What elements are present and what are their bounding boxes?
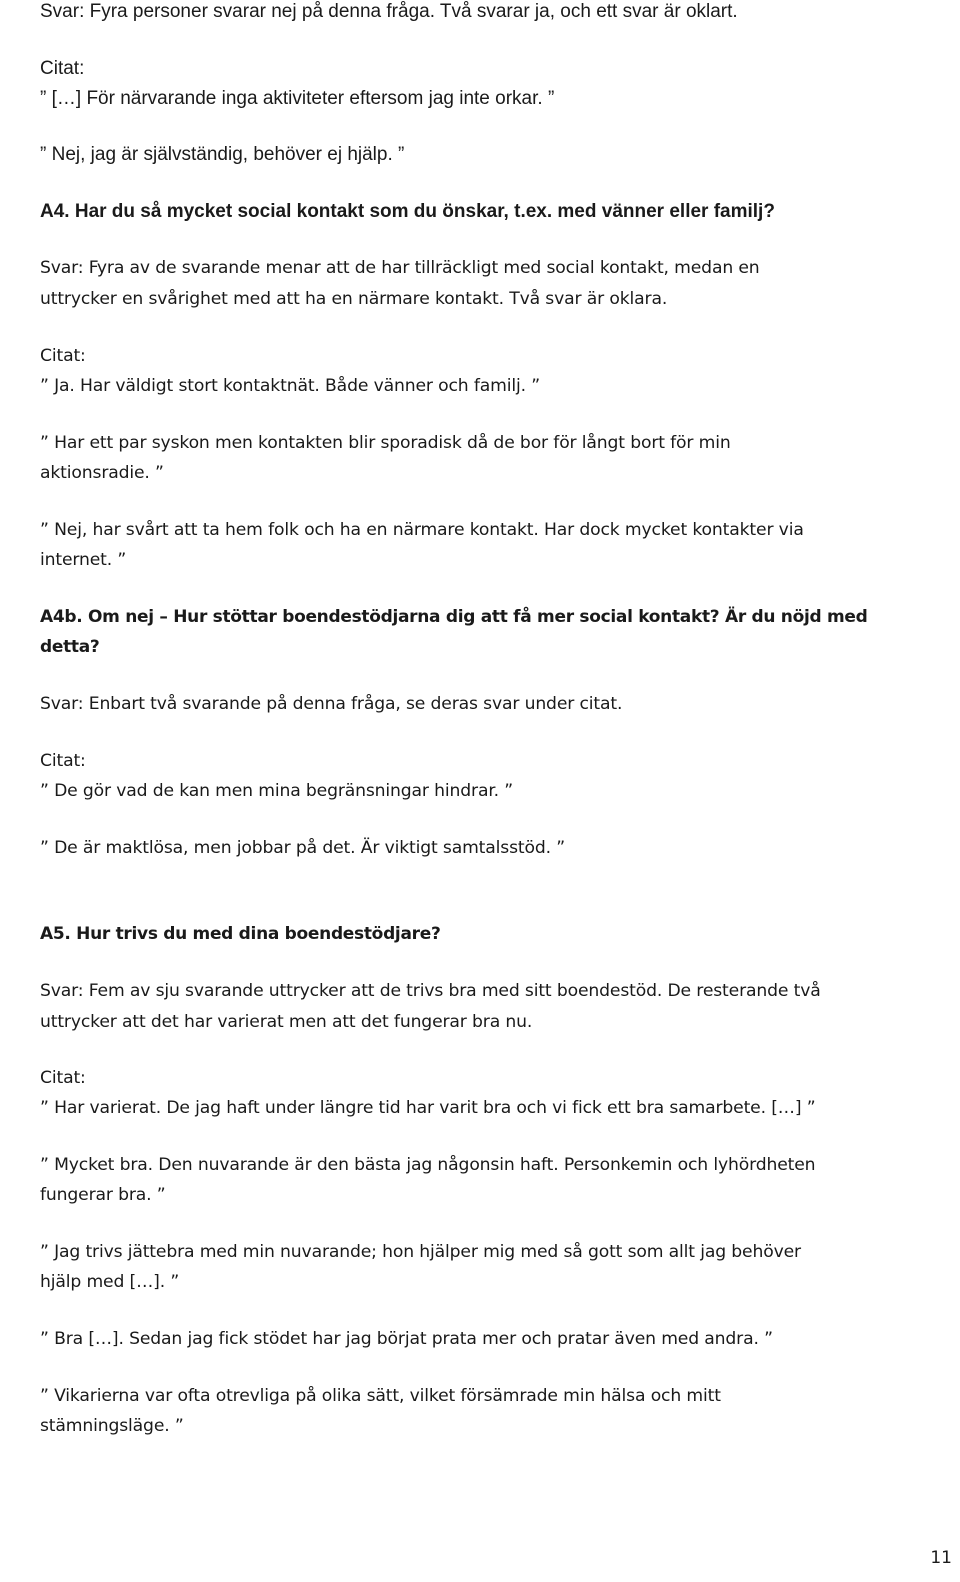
quote-text: aktionsradie. ” [40, 463, 164, 483]
quote-text: ” Nej, har svårt att ta hem folk och ha en närmare kontakt. Har dock mycket kontakter via [40, 520, 804, 540]
quote-label: Citat: [40, 751, 86, 771]
quote-text: ” De är maktlösa, men jobbar på det. Är viktigt samtalsstöd. ” [40, 838, 565, 858]
question-heading-a5: A5. Hur trivs du med dina boendestödjare? [40, 924, 441, 944]
quote-text: internet. ” [40, 550, 127, 570]
answer-text: Svar: Fyra personer svarar nej på denna fråga. Två svarar ja, och ett svar är oklart. [40, 1, 738, 22]
question-heading-a4: A4. Har du så mycket social kontakt som du önskar, t.ex. med vänner eller familj? [40, 201, 775, 222]
quote-text: ” […] För närvarande inga aktiviteter eftersom jag inte orkar. ” [40, 88, 555, 109]
quote-text: ” De gör vad de kan men mina begränsningar hindrar. ” [40, 781, 514, 801]
question-heading-a4b: A4b. Om nej – Hur stöttar boendestödjarna dig att få mer social kontakt? Är du nöjd med [40, 607, 868, 627]
quote-label: Citat: [40, 1068, 86, 1088]
answer-text: Svar: Fyra av de svarande menar att de har tillräckligt med social kontakt, medan en [40, 258, 760, 278]
quote-text: ” Har varierat. De jag haft under längre tid har varit bra och vi fick ett bra samarbete. […] ” [40, 1098, 816, 1118]
answer-text: Svar: Fem av sju svarande uttrycker att de trivs bra med sitt boendestöd. De resterande två [40, 981, 821, 1001]
quote-label: Citat: [40, 346, 86, 366]
quote-text: ” Bra […]. Sedan jag fick stödet har jag börjat prata mer och pratar även med andra. ” [40, 1329, 773, 1349]
question-heading-a4b: detta? [40, 637, 100, 657]
quote-text: ” Ja. Har väldigt stort kontaktnät. Både vänner och familj. ” [40, 376, 540, 396]
answer-text: uttrycker att det har varierat men att det fungerar bra nu. [40, 1012, 533, 1032]
quote-label: Citat: [40, 58, 85, 79]
quote-text: ” Vikarierna var ofta otrevliga på olika sätt, vilket försämrade min hälsa och mitt [40, 1386, 721, 1406]
quote-text: ” Mycket bra. Den nuvarande är den bästa jag någonsin haft. Personkemin och lyhördheten [40, 1155, 816, 1175]
quote-text: fungerar bra. ” [40, 1185, 166, 1205]
quote-text: ” Nej, jag är självständig, behöver ej hjälp. ” [40, 144, 405, 165]
page-number: 11 [930, 1548, 952, 1568]
answer-text: uttrycker en svårighet med att ha en närmare kontakt. Två svar är oklara. [40, 289, 668, 309]
quote-text: ” Har ett par syskon men kontakten blir sporadisk då de bor för långt bort för min [40, 433, 731, 453]
quote-text: ” Jag trivs jättebra med min nuvarande; hon hjälper mig med så gott som allt jag behöver [40, 1242, 801, 1262]
answer-text: Svar: Enbart två svarande på denna fråga, se deras svar under citat. [40, 694, 623, 714]
quote-text: hjälp med […]. ” [40, 1272, 180, 1292]
quote-text: stämningsläge. ” [40, 1416, 184, 1436]
